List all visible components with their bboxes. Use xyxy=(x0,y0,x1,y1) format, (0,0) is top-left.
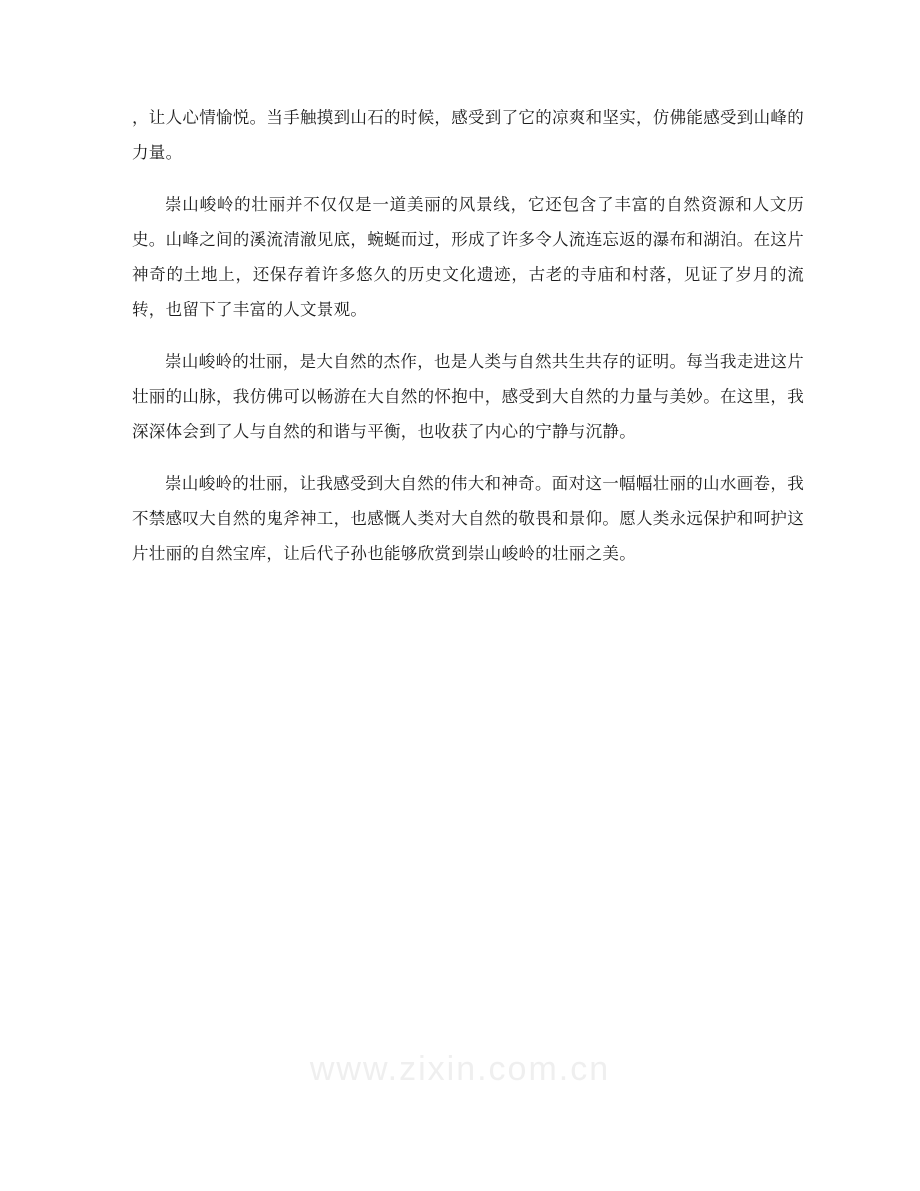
document-body xyxy=(132,100,804,588)
paragraph-4: 崇山峻岭的壮丽，让我感受到大自然的伟大和神奇。面对这一幅幅壮丽的山水画卷，我不禁感叹大自然的鬼斧神工，也感慨人类对大自然的敬畏和景仰。愿人类永远保护和呵护这片壮丽的自然宝库，让后代子孙也能够欣赏到崇山峻岭的壮丽之美。 xyxy=(132,474,804,563)
watermark: www.zixin.com.cn xyxy=(309,1050,611,1088)
paragraph-2: 崇山峻岭的壮丽并不仅仅是一道美丽的风景线，它还包含了丰富的自然资源和人文历史。山峰之间的溪流清澈见底，蜿蜒而过，形成了许多令人流连忘返的瀑布和湖泊。在这片神奇的土地上，还保存着许多悠久的历史文化遗迹，古老的寺庙和村落，见证了岁月的流转，也留下了丰富的人文景观。 xyxy=(132,195,804,319)
paragraph-3: 崇山峻岭的壮丽，是大自然的杰作，也是人类与自然共生共存的证明。每当我走进这片壮丽的山脉，我仿佛可以畅游在大自然的怀抱中，感受到大自然的力量与美妙。在这里，我深深体会到了人与自然的和谐与平衡，也收获了内心的宁静与沉静。 xyxy=(132,352,804,441)
paragraph-1: ，让人心情愉悦。当手触摸到山石的时候，感受到了它的凉爽和坚实，仿佛能感受到山峰的力量。 xyxy=(132,108,804,162)
